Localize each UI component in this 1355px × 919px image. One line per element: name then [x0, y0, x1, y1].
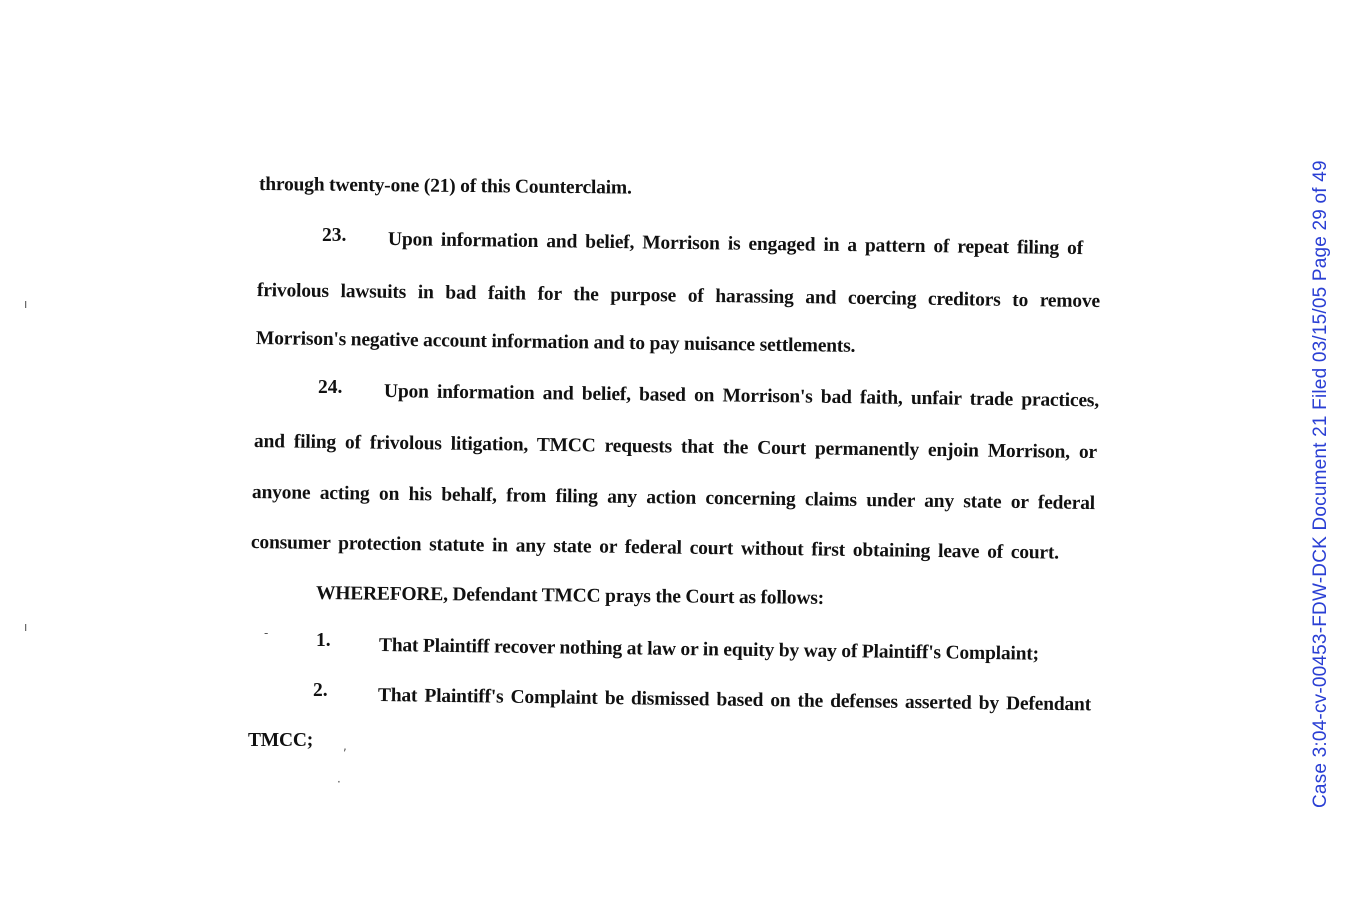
- scan-speck: ,: [343, 739, 347, 753]
- prayer-item-2-line-1: That Plaintiff's Complaint be dismissed based on the defenses asserted by Defendant: [377, 685, 1092, 716]
- scan-speck: -: [264, 626, 269, 640]
- paragraph-24-number: 24.: [318, 377, 343, 398]
- paragraph-23-line-1: Upon information and belief, Morrison is engaged in a pattern of repeat filing of: [387, 229, 1084, 260]
- case-filing-stamp: Case 3:04-cv-00453-FDW-DCK Document 21 Filed 03/15/05 Page 29 of 49: [1310, 160, 1331, 808]
- scan-speck: ı: [24, 620, 28, 634]
- prayer-item-2-number: 2.: [313, 680, 328, 701]
- prayer-item-1-number: 1.: [316, 630, 331, 651]
- wherefore-clause: WHEREFORE, Defendant TMCC prays the Court as follows:: [315, 583, 825, 609]
- paragraph-24-line-3: anyone acting on his behalf, from filing any action concerning claims under any state or federal: [251, 482, 1096, 515]
- scan-speck: ·: [337, 775, 341, 789]
- scan-speck: ı: [24, 297, 28, 311]
- continuation-line: through twenty-one (21) of this Counterclaim.: [258, 174, 632, 199]
- paragraph-24-line-1: Upon information and belief, based on Morrison's bad faith, unfair trade practices,: [383, 381, 1100, 412]
- paragraph-24-line-2: and filing of frivolous litigation, TMCC requests that the Court permanently enjoin Morrison, or: [253, 431, 1098, 464]
- prayer-item-1-text: That Plaintiff recover nothing at law or in equity by way of Plaintiff's Complaint;: [378, 635, 1040, 665]
- paragraph-24-line-4: consumer protection statute in any state or federal court without first obtaining leave of court.: [250, 532, 1060, 564]
- prayer-item-2-line-2: TMCC;: [248, 730, 314, 751]
- paragraph-23-line-3: Morrison's negative account information and to pay nuisance settlements.: [255, 328, 856, 357]
- paragraph-23-number: 23.: [322, 225, 347, 246]
- paragraph-23-line-2: frivolous lawsuits in bad faith for the purpose of harassing and coercing creditors to remove: [256, 280, 1101, 313]
